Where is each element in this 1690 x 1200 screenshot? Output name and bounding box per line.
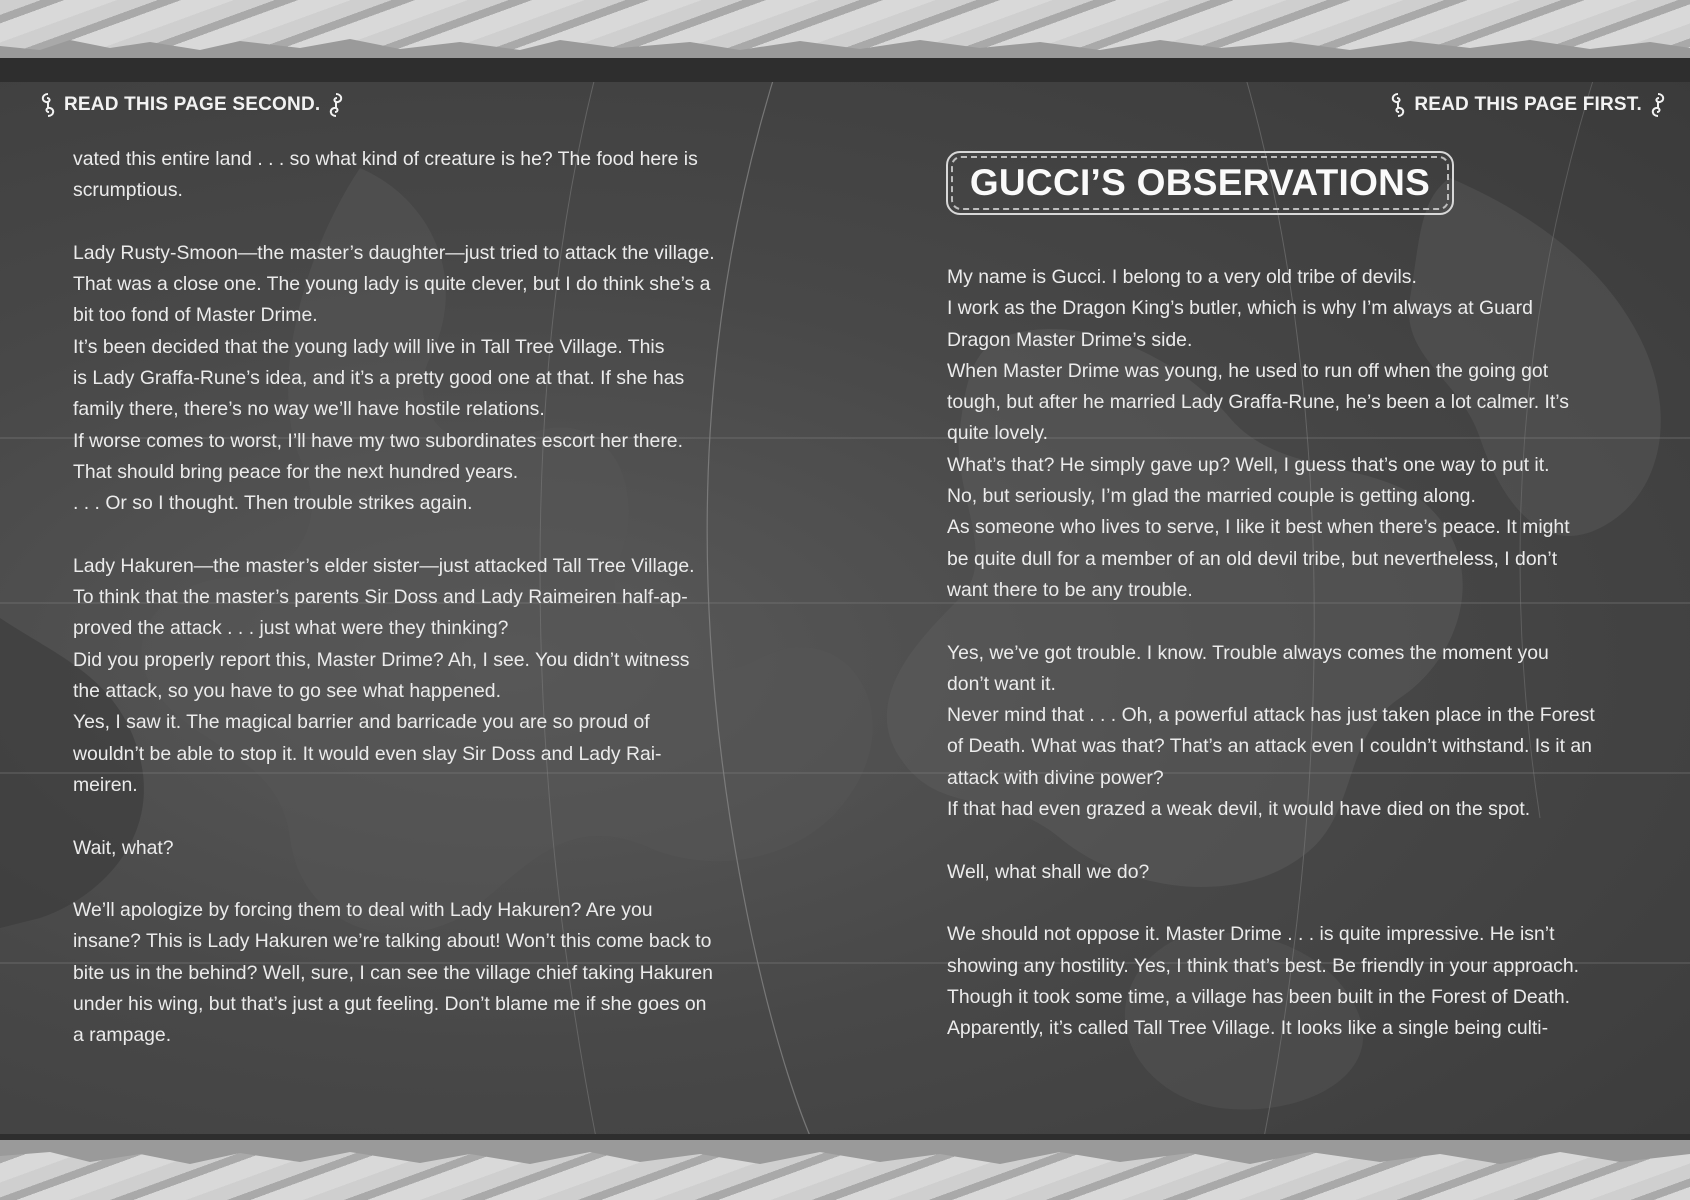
text-line: Lady Hakuren—the master’s elder sister—just attacked Tall Tree Village. (73, 554, 695, 577)
paragraph-gap (947, 888, 1647, 919)
text-line: We’ll apologize by forcing them to deal with Lady Hakuren? Are you (73, 899, 653, 922)
text-line: It’s been decided that the young lady will live in Tall Tree Village. This (73, 335, 665, 358)
text-line: Did you properly report this, Master Drime? Ah, I see. You didn’t witness (73, 648, 690, 671)
title-banner (946, 151, 1454, 215)
text-line: meiren. (73, 773, 138, 796)
text-line: If worse comes to worst, I’ll have my two subordinates escort her there. (73, 429, 683, 452)
text-line: bite us in the behind? Well, sure, I can see the village chief taking Hakuren (73, 961, 713, 984)
text-line: is Lady Graffa-Rune’s idea, and it’s a pretty good one at that. If she has (73, 367, 685, 390)
text-line: be quite dull for a member of an old devil tribe, but nevertheless, I don’t (947, 547, 1558, 570)
text-line: the attack, so you have to go see what happened. (73, 680, 501, 703)
text-line: showing any hostility. Yes, I think that’s best. Be friendly in your approach. (947, 954, 1579, 977)
text-line: We should not oppose it. Master Drime . . . is quite impressive. He isn’t (947, 923, 1555, 946)
right-page-body (947, 262, 1647, 1044)
text-line: scrumptious. (73, 179, 183, 202)
right-page-header (1388, 90, 1668, 120)
swirl-ornament-icon (326, 92, 346, 118)
paragraph-gap (73, 520, 773, 551)
text-line: . . . Or so I thought. Then trouble strikes again. (73, 492, 473, 515)
paragraph-gap (73, 864, 773, 895)
text-line: As someone who lives to serve, I like it best when there’s peace. It might (947, 516, 1570, 539)
text-line: When Master Drime was young, he used to run off when the going got (947, 359, 1549, 382)
text-line: I work as the Dragon King’s butler, which is why I’m always at Guard (947, 297, 1533, 320)
text-line: Never mind that . . . Oh, a powerful attack has just taken place in the Forest (947, 704, 1595, 727)
text-line: If that had even grazed a weak devil, it would have died on the spot. (947, 798, 1531, 821)
text-line: family there, there’s no way we’ll have hostile relations. (73, 398, 545, 421)
paragraph-gap (73, 207, 773, 238)
top-dark-rule (0, 58, 1690, 82)
left-header-text: READ THIS PAGE SECOND. (64, 94, 321, 115)
text-line: Yes, we’ve got trouble. I know. Trouble always comes the moment you (947, 641, 1549, 664)
text-line: bit too fond of Master Drime. (73, 304, 318, 327)
paragraph-gap (947, 825, 1647, 856)
text-line: Wait, what? (73, 836, 174, 859)
text-line: That was a close one. The young lady is quite clever, but I do think she’s a (73, 273, 711, 296)
right-header-text: READ THIS PAGE FIRST. (1414, 94, 1642, 115)
swirl-ornament-icon (1648, 92, 1668, 118)
left-page-body (73, 144, 773, 1052)
text-line: wouldn’t be able to stop it. It would even slay Sir Doss and Lady Rai- (73, 742, 662, 765)
text-line: What’s that? He simply gave up? Well, I guess that’s one way to put it. (947, 453, 1550, 476)
text-line: proved the attack . . . just what were they thinking? (73, 617, 509, 640)
text-line: To think that the master’s parents Sir Doss and Lady Raimeiren half-ap- (73, 586, 688, 609)
torn-edge-bottom (0, 1140, 1690, 1166)
swirl-ornament-icon (38, 92, 58, 118)
text-line: under his wing, but that’s just a gut feeling. Don’t blame me if she goes on (73, 993, 707, 1016)
page-title: GUCCI’S OBSERVATIONS (969, 162, 1431, 203)
text-line: quite lovely. (947, 422, 1048, 445)
text-line: attack with divine power? (947, 766, 1164, 789)
text-line: That should bring peace for the next hundred years. (73, 460, 519, 483)
text-line: Apparently, it’s called Tall Tree Village. It looks like a single being culti- (947, 1017, 1549, 1040)
text-line: Dragon Master Drime’s side. (947, 328, 1193, 351)
text-line: of Death. What was that? That’s an attack even I couldn’t withstand. Is it an (947, 735, 1592, 758)
text-line: Though it took some time, a village has been built in the Forest of Death. (947, 985, 1571, 1008)
text-line: No, but seriously, I’m glad the married couple is getting along. (947, 485, 1476, 508)
swirl-ornament-icon (1388, 92, 1408, 118)
text-line: Yes, I saw it. The magical barrier and barricade you are so proud of (73, 711, 650, 734)
left-page-header (38, 90, 346, 120)
text-line: Well, what shall we do? (947, 860, 1150, 883)
text-line: My name is Gucci. I belong to a very old tribe of devils. (947, 266, 1417, 288)
text-line: want there to be any trouble. (947, 578, 1193, 601)
text-line: vated this entire land . . . so what kind of creature is he? The food here is (73, 148, 698, 170)
paragraph-gap (73, 801, 773, 832)
text-line: tough, but after he married Lady Graffa-Rune, he’s been a lot calmer. It’s (947, 391, 1569, 414)
text-line: a rampage. (73, 1024, 172, 1047)
text-line: Lady Rusty-Smoon—the master’s daughter—just tried to attack the village. (73, 241, 715, 264)
top-border (0, 0, 1690, 62)
paragraph-gap (947, 606, 1647, 637)
text-line: insane? This is Lady Hakuren we’re talking about! Won’t this come back to (73, 930, 712, 953)
bottom-border (0, 1140, 1690, 1200)
text-line: don’t want it. (947, 672, 1056, 695)
